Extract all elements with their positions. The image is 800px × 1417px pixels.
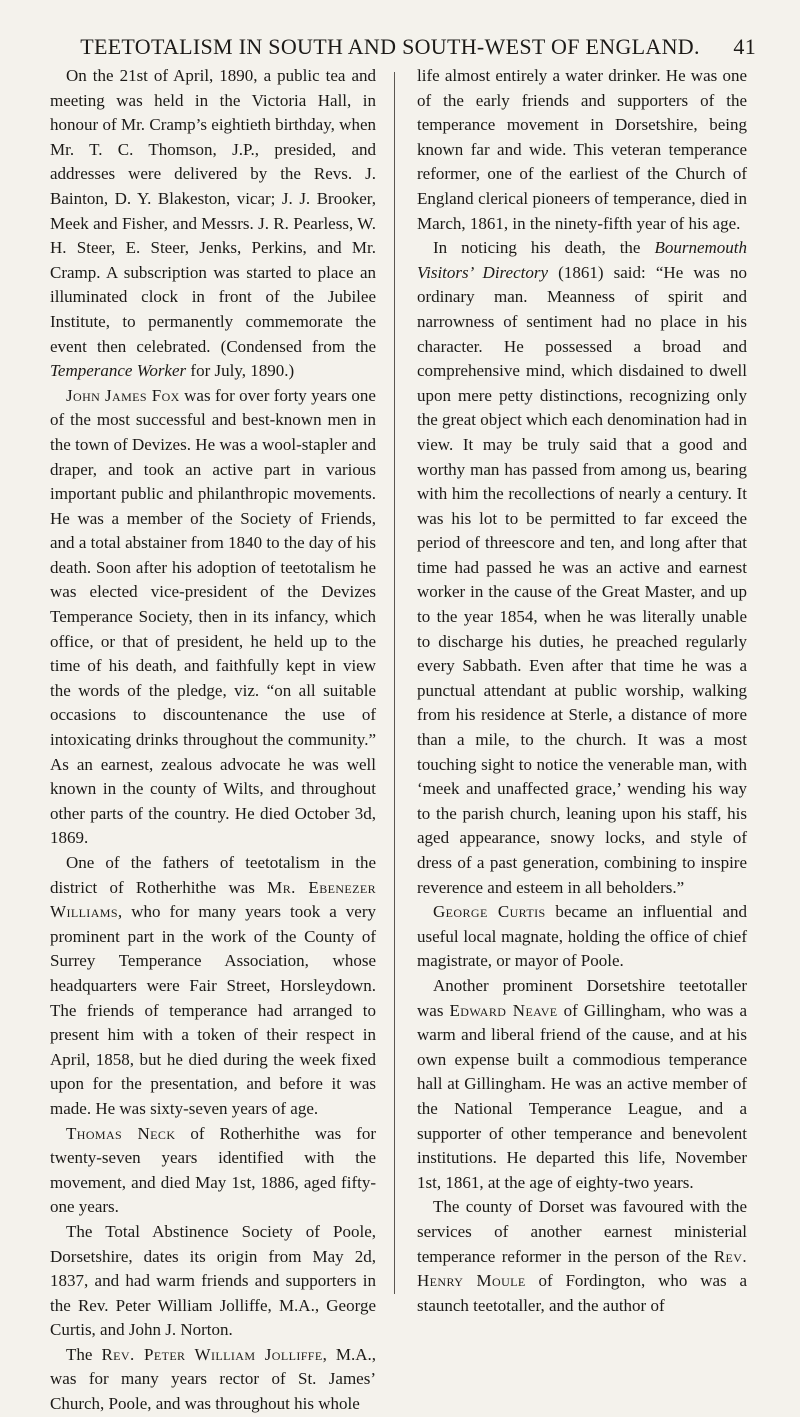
person-name: Rev. Henry Moule [417, 1246, 747, 1291]
paragraph-thomas-neck: Thomas Neck of Rotherhithe was for twenty-seven years identified with the movement, and died May 1st, 1886, aged fifty-one years. [50, 1123, 376, 1217]
right-column [417, 64, 747, 1318]
running-header [0, 26, 800, 66]
paragraph-george-curtis: George Curtis became an influential and useful local magnate, holding the office of chief magistrate, or mayor of Poole. [417, 902, 747, 971]
paragraph-henry-moule: The county of Dorset was favoured with the services of another earnest ministerial temperance reformer in the person of the Rev. Henry Moule of Fordington, who was a staunch teetotaller, and the author of [417, 1197, 747, 1315]
paragraph-bournemouth-directory: In noticing his death, the Bournemouth Visitors’ Directory (1861) said: “He was no ordinary man. Meanness of spirit and narrowness of sentiment had no place in his character. He possessed a broad and comprehensive mind, which disdained to dwell upon mere petty distinctions, recognizing only the great object which each denomination had in view. It may be truly said that a good and worthy man has passed from among us, bearing with him the recollections of nearly a century. It was his lot to be permitted to far exceed the period of threescore and ten, and long after that time had passed he was an active and earnest worker in the cause of the Great Master, and up to the year 1854, when he was literally unable to discharge his duties, he preached regularly every Sabbath. Even after that time he was a punctual attendant at public worship, walking from his residence at Sterle, a distance of more than a mile, to the church. It was a most touching sight to notice the venerable man, with ‘meek and unaffected grace,’ wending his way to the parish church, leaning upon his staff, his aged appearance, snowy locks, and style of dress of a past generation, combining to inspire reverence and esteem in all beholders.” [417, 238, 747, 897]
left-column [50, 64, 376, 1417]
paragraph-jolliffe: The Rev. Peter William Jolliffe, M.A., was for many years rector of St. James’ Church, Poole, and was throughout his whole [50, 1344, 376, 1414]
paragraph-poole-society: The Total Abstinence Society of Poole, Dorsetshire, dates its origin from May 2d, 1837, and had warm friends and supporters in the Rev. Peter William Jolliffe, M.A., George Curtis, and John J. Norton. [50, 1221, 376, 1340]
paragraph-john-james-fox: John James Fox was for over forty years one of the most successful and best-known men in the town of Devizes. He was a wool-stapler and draper, and took an active part in various important public and philanthropic movements. He was a member of the Society of Friends, and a total abstainer from 1840 to the day of his death. Soon after his adoption of teetotalism he was elected vice-president of the Devizes Temperance Society, then in its infancy, which office, or that of president, he held up to the time of his death, and faithfully kept in view the words of the pledge, viz. “on all suitable occasions to discountenance the use of intoxicating drinks throughout the community.” As an earnest, zealous advocate he was well known in the county of Wilts, and throughout other parts of the country. He died October 3d, 1869. [50, 385, 376, 848]
person-name: George Curtis [433, 902, 546, 922]
person-name: John James Fox [66, 385, 180, 405]
paragraph-victoria-hall: On the 21st of April, 1890, a public tea and meeting was held in the Victoria Hall, in honour of Mr. Cramp’s eightieth birthday, when Mr. T. C. Thomson, J.P., presided, and addresses were delivered by the Revs. J. Bainton, D. Y. Blakeston, vicar; J. J. Brooker, Meek and Fisher, and Messrs. J. R. Pearless, W. H. Steer, E. Steer, Jenks, Perkins, and Mr. Cramp. A subscription was started to place an illuminated clock in front of the Jubilee Institute, to permanently commemorate the event then celebrated. (Condensed from the Temperance Worker for July, 1890.) [50, 66, 376, 381]
paragraph-edward-neave: Another prominent Dorsetshire teetotaller was Edward Neave of Gillingham, who was a warm and liberal friend of the cause, and at his own expense built a commodious temperance hall at Gillingham. He was an active member of the National Temperance League, and a supporter of other temperance and benevolent institutions. He departed this life, November 1st, 1861, at the age of eighty-two years. [417, 975, 747, 1192]
person-name: Rev. Peter William Jolliffe [101, 1344, 323, 1364]
column-divider [394, 72, 395, 1294]
person-name: Thomas Neck [66, 1123, 176, 1143]
paragraph-jolliffe-continued: life almost entirely a water drinker. He was one of the early friends and supporters of the temperance movement in Dorsetshire, being known far and wide. This veteran temperance reformer, one of the earliest of the Church of England clerical pioneers of temperance, died in March, 1861, in the ninety-fifth year of his age. [417, 66, 747, 233]
person-name: Edward Neave [449, 1000, 558, 1020]
page-number: 41 [733, 34, 756, 59]
person-name: Mr. Ebenezer Williams [50, 877, 376, 922]
running-title: TEETOTALISM IN SOUTH AND SOUTH-WEST OF ENGLAND. [80, 34, 700, 59]
paragraph-ebenezer-williams: One of the fathers of teetotalism in the district of Rotherhithe was Mr. Ebenezer Williams, who for many years took a very prominent part in the work of the County of Surrey Temperance Association, whose headquarters were Fair Street, Horsleydown. The friends of temperance had arranged to present him with a token of their respect in April, 1858, but he died during the week fixed upon for the presentation, and before it was made. He was sixty-seven years of age. [50, 853, 376, 1118]
